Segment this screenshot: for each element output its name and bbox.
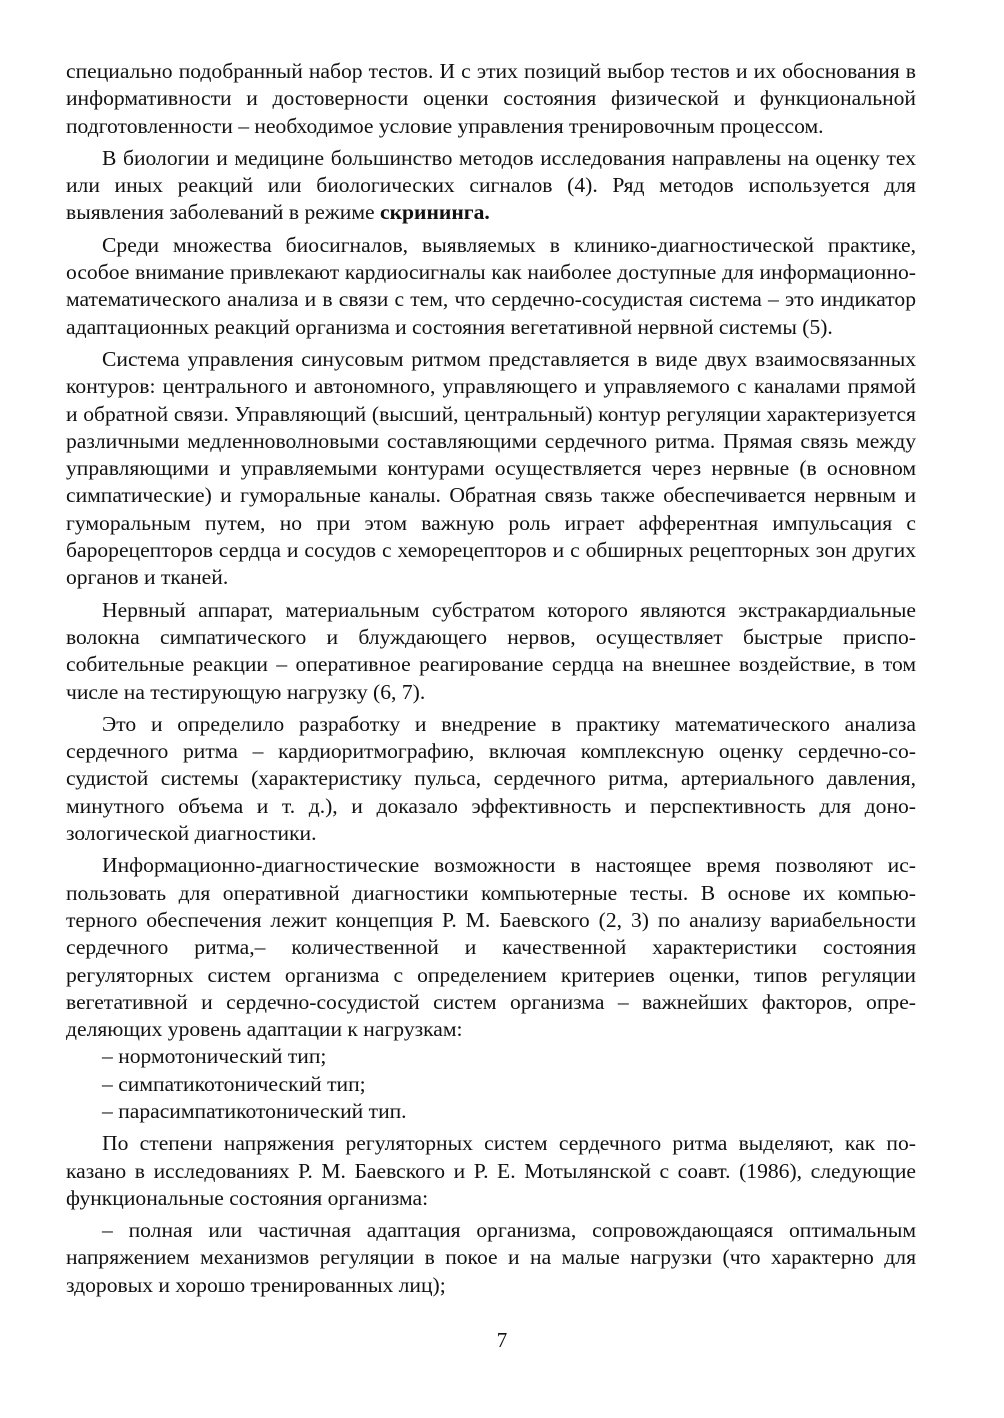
paragraph-diagnostics: Информационно-диагностические возможности в настоящее время позволяют использовать для оперативной диагностики компьютерные тесты. В основе их компьютерного обеспечения лежит концепция Р. М. Баевского (2, 3) по анализу вариабельности сердечного ритма,– количественной и качественной характеристики состояния регуляторных систем организма с определением критериев оценки, типов регуляции вегетативной и сердечно-сосудистой систем организма – важнейших факторов, определяющих уровень адаптации к нагрузкам: — [66, 853, 916, 1042]
document-page — [66, 58, 916, 1299]
page-number: 7 — [496, 1328, 508, 1352]
paragraph-biology — [66, 145, 916, 227]
list-item-normotonic: – нормотонический тип; — [102, 1044, 327, 1069]
list-item-sympathicotonic: – симпатикотонический тип; — [102, 1071, 366, 1096]
paragraph-cardiorhythmography: Это и определило разработку и внедрение в практику математического анализа сердечного ритма – кардиоритмографию, включая комплексную оценку сердечно-сосудистой системы (характеристику пульса, сердечного ритма, артериального давления, минутного объема и т. д.), и доказало эффективность и перспективность для донозологической диагностики. — [66, 711, 916, 846]
paragraph-functional-states: По степени напряжения регуляторных систем сердечного ритма выделяют, как показано в исследованиях Р. М. Баевского и Р. Е. Мотылянской с соавт. (1986), следующие функциональные состояния организма: — [66, 1131, 916, 1210]
paragraph-continuation: специально подобранный набор тестов. И с этих позиций выбор тестов и их обоснования в информативности и достоверности оценки состояния физической и функциональной подготовленности – необходимое условие управления тренировочным процессом. — [66, 59, 916, 138]
screening-term: скрининга. — [379, 200, 490, 225]
paragraph-nervous-apparatus: Нервный аппарат, материальным субстратом которого являются экстракардиальные волокна симпатического и блуждающего нервов, осуществляет быстрые приспособительные реакции – оперативное реагирование сердца на внешнее воздействие, в том числе на тестирующую нагрузку (6, 7). — [66, 597, 916, 704]
paragraph-biology-text: В биологии и медицине большинство методов исследования направлены на оценку тех или иных реакций или биологических сигналов (4). Ряд методов используется для выявления заболеваний в режиме — [66, 145, 916, 225]
paragraph-biosignals: Среди множества биосигналов, выявляемых в клинико-диагностической практике, особое внимание привлекают кардиосигналы как наиболее доступные для информационно-математического анализа и в связи с тем, что сердечно-сосудистая система – это индикатор адаптационных реакций организма и состояния вегетативной нервной системы (5). — [66, 232, 916, 339]
paragraph-adaptation: – полная или частичная адаптация организма, сопровождающаяся оптимальным напряжением механизмов регуляции в покое и на малые нагрузки (что характерно для здоровых и хорошо тренированных лиц); — [66, 1218, 916, 1297]
paragraph-sinus-rhythm: Система управления синусовым ритмом представляется в виде двух взаимосвязанных контуров: центрального и автономного, управляющего и управляемого с каналами прямой и обратной связи. Управляющий (высший, центральный) контур регуляции характеризуется различными медленноволновыми составляющими сердечного ритма. Прямая связь между управляющими и управляемыми контурами осуществляется через нервные (в основном симпатические) и гуморальные каналы. Обратная связь также обеспечивается нервным и гуморальным путем, но при этом важную роль играет афферентная импульсация с барорецепторов сердца и сосудов с хеморецепторов и с обширных рецепторных зон других органов и тканей. — [66, 346, 916, 590]
list-item-parasympathicotonic: – парасимпатикотонический тип. — [102, 1098, 407, 1123]
